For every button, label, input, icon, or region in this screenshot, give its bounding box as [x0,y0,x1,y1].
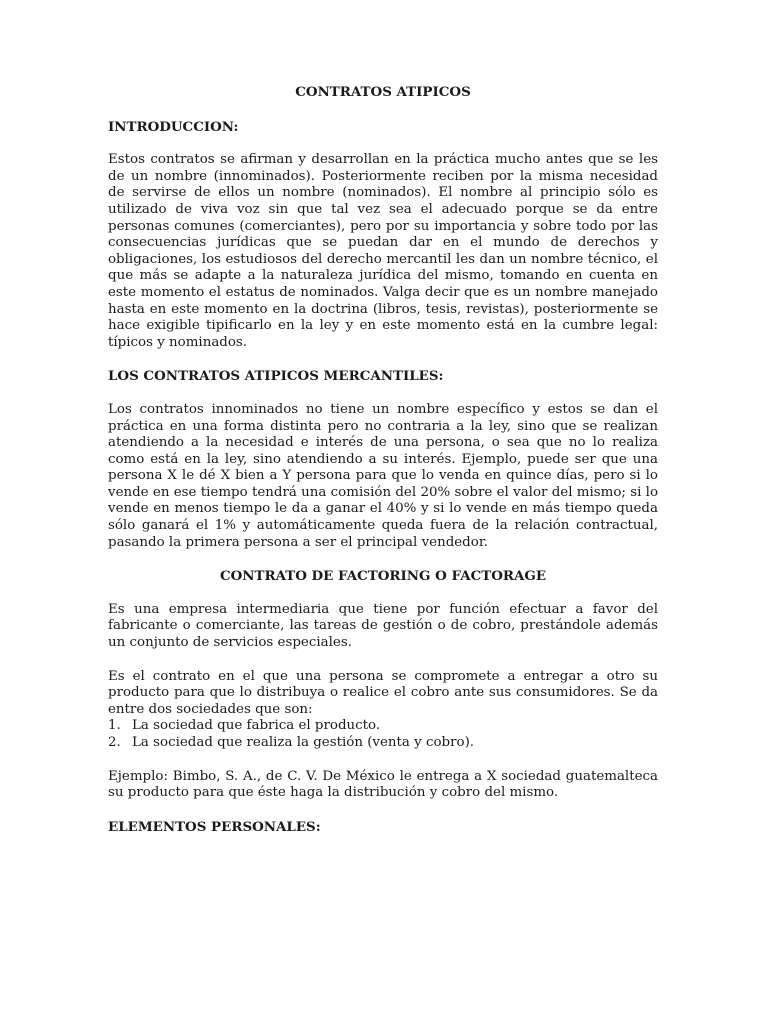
list-item-text: La sociedad que realiza la gestión (venta y cobro). [132,735,475,750]
ejemplo-paragraph: Ejemplo: Bimbo, S. A., de C. V. De México le entrega a X sociedad guatemalteca su producto para que éste haga la distribución y cobro del mismo. [108,768,658,801]
list-item-number: 2. [108,735,121,750]
factoring-paragraph-1: Es una empresa intermediaria que tiene por función efectuar a favor del fabricante o comerciante, las tareas de gestión o de cobro, prestándole además un conjunto de servicios especiales. [108,601,658,651]
intro-paragraph: Estos contratos se afirman y desarrollan en la práctica mucho antes que se les de un nombre (innominados). Posteriormente reciben por la misma necesidad de servirse de ellos un nombre (nominados). El nombre al principio sólo es utilizado de viva voz sin que tal vez sea el adecuado porque se da entre personas comunes (comerciantes), pero por su importancia y sobre todo por las consecuencias jurídicas que se puedan dar en el mundo de derechos y obligaciones, los estudiosos del derecho mercantil les dan un nombre técnico, el que más se adapte a la naturaleza jurídica del mismo, tomando en cuenta en este momento el estatus de nominados. Valga decir que es un nombre manejado hasta en este momento en la doctrina (libros, tesis, revistas), posteriormente se hace exigible tipificarlo en la ley y en este momento está en la cumbre legal: típicos y nominados. [108,152,658,350]
list-item [108,718,658,735]
list-item [108,735,658,752]
document-title: CONTRATOS ATIPICOS [295,84,471,100]
intro-heading: INTRODUCCION: [108,118,239,135]
elementos-heading: ELEMENTOS PERSONALES: [108,818,321,835]
document-page [108,84,658,852]
factoring-heading: CONTRATO DE FACTORING O FACTORAGE [219,568,547,585]
factoring-paragraph-2: Es el contrato en el que una persona se compromete a entregar a otro su producto para que lo distribuya o realice el cobro ante sus consumidores. Se da entre dos sociedades que son: [108,668,658,717]
sociedades-list [108,718,658,751]
list-item-text: La sociedad que fabrica el producto. [132,718,381,734]
mercantiles-heading: LOS CONTRATOS ATIPICOS MERCANTILES: [108,368,444,385]
mercantiles-paragraph: Los contratos innominados no tiene un nombre específico y estos se dan el práctica en una forma distinta pero no contraria a la ley, sino que se realizan atendiendo a la necesidad e interés de una persona, o sea que no lo realiza como está en la ley, sino atendiendo a su interés. Ejemplo, puede ser que una persona X le dé X bien a Y persona para que lo venda en quince días, pero si lo vende en ese tiempo tendrá una comisión del 20% sobre el valor del mismo; si lo vende en menos tiempo le da a ganar el 40% y si lo vende en más tiempo queda sólo ganará el 1% y automáticamente queda fuera de la relación contractual, pasando la primera persona a ser el principal vendedor. [108,401,658,550]
list-item-number: 1. [108,718,121,734]
